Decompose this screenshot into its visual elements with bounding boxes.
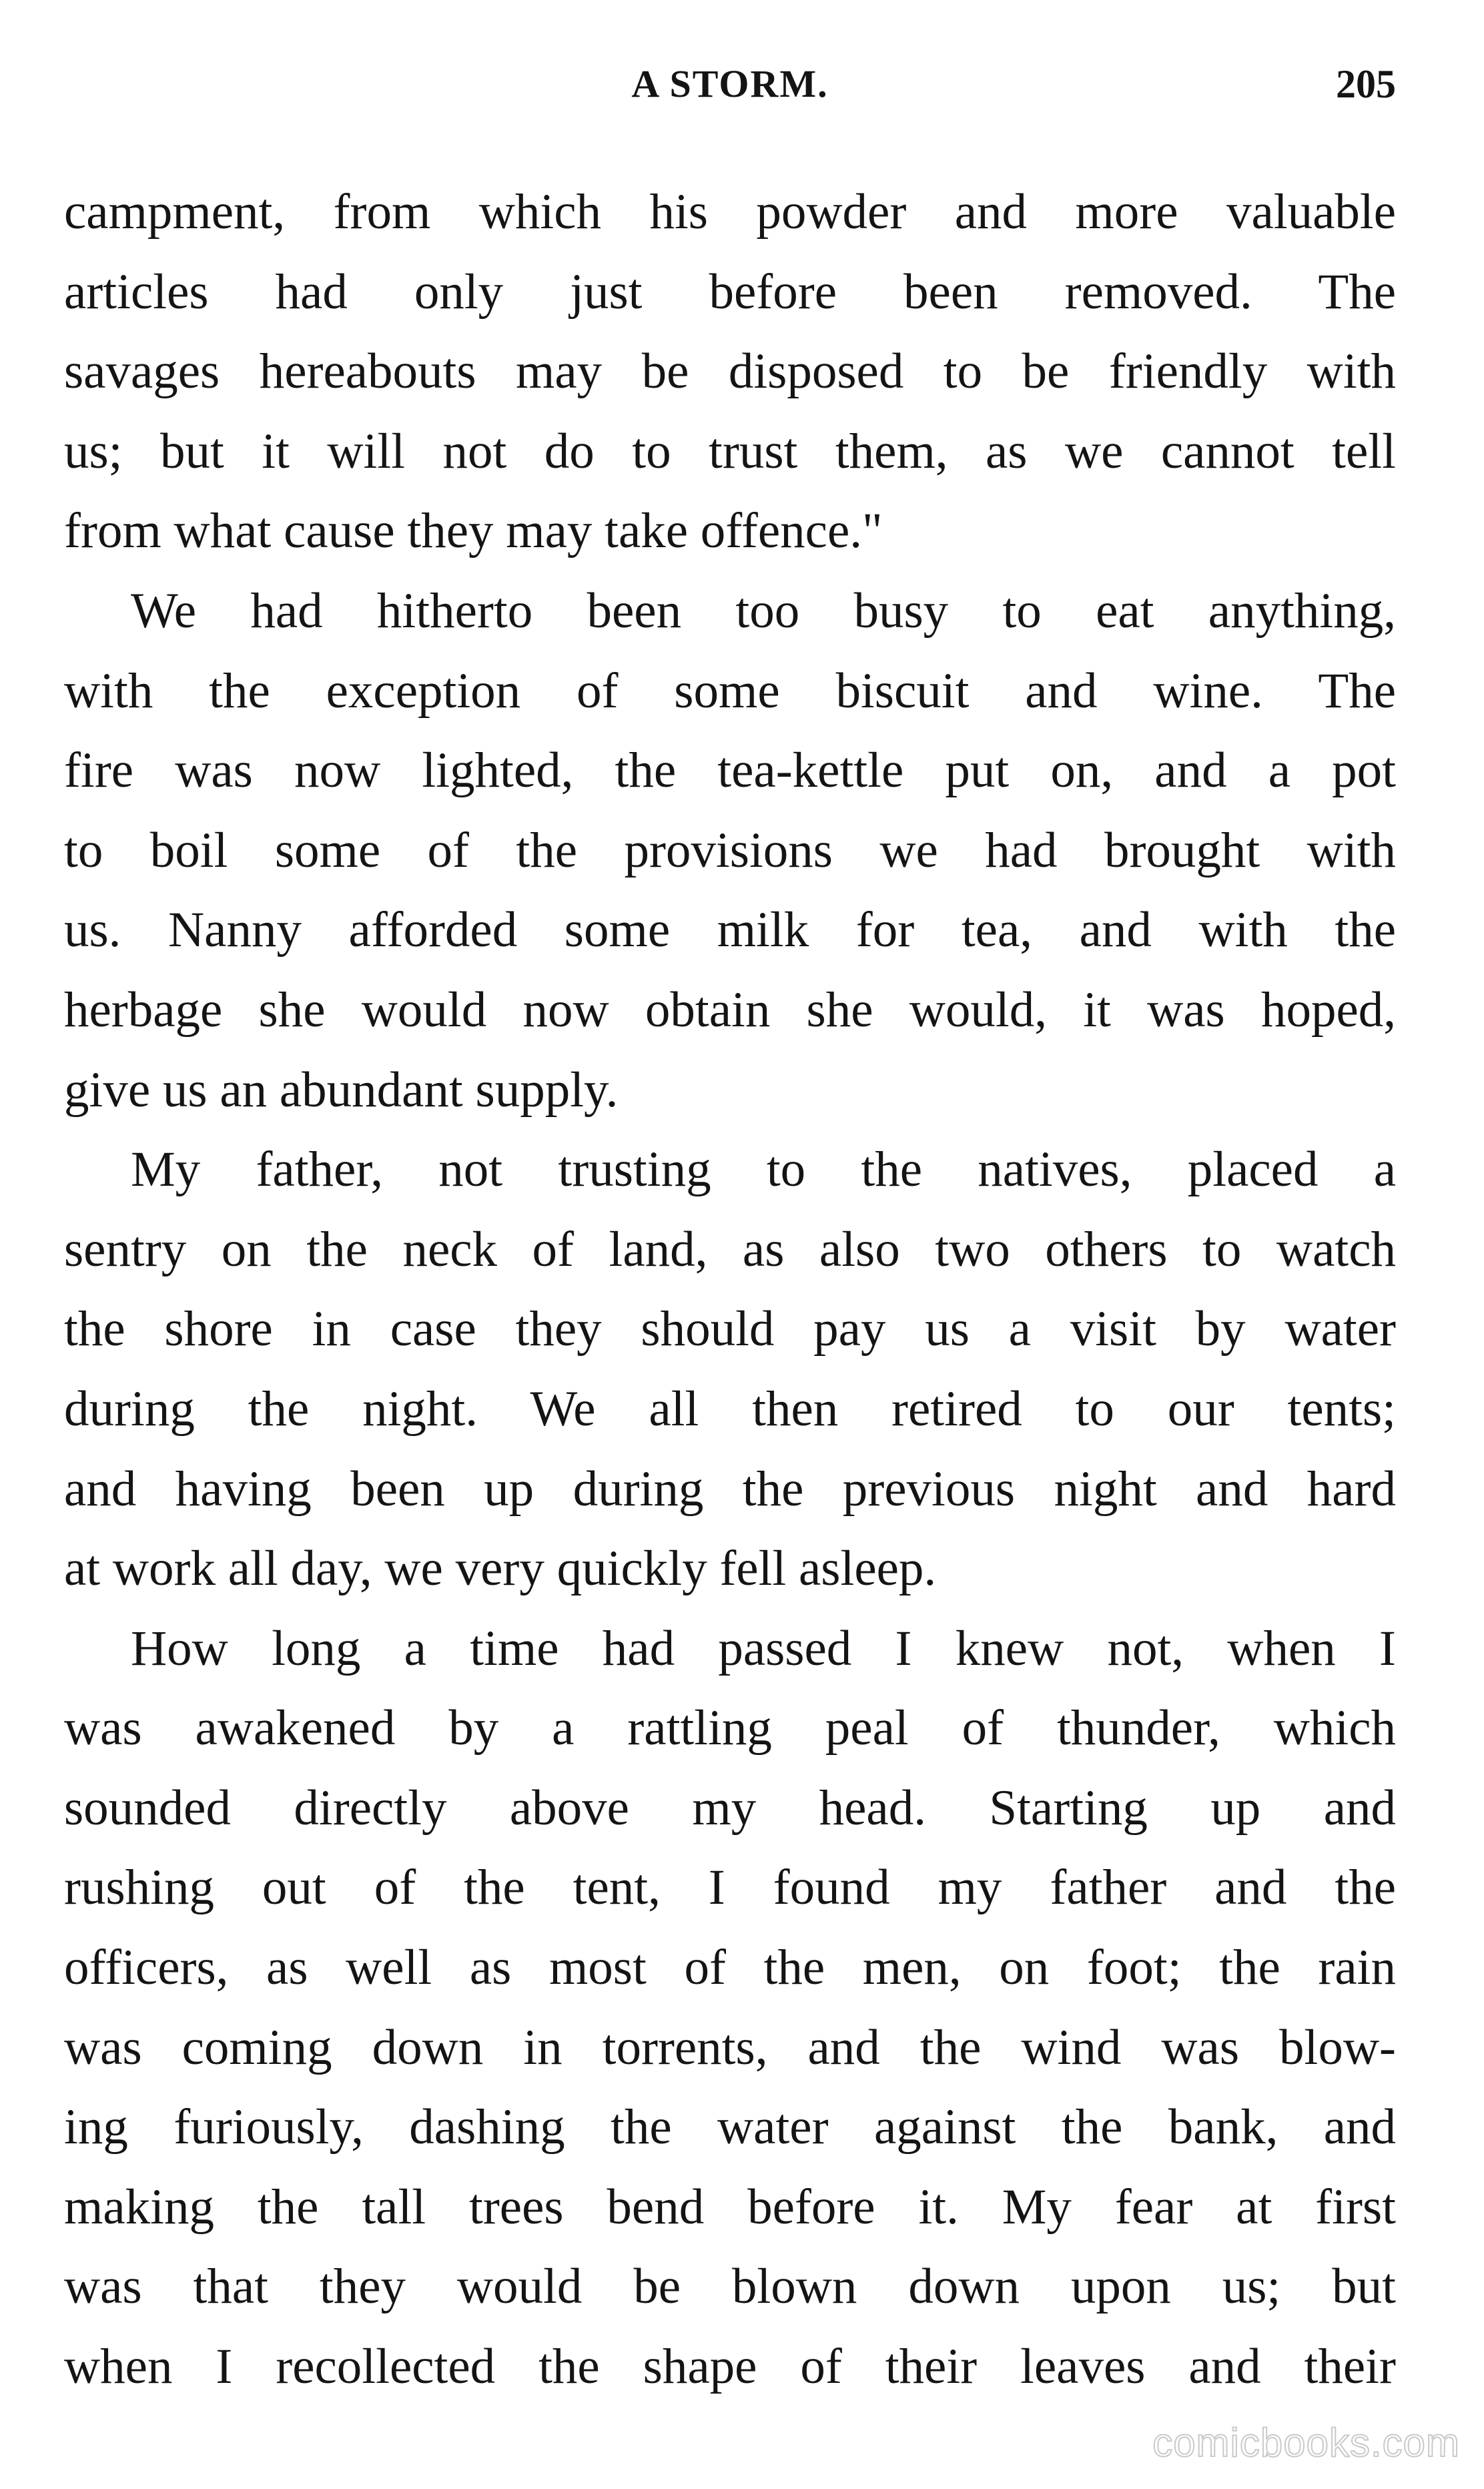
text-line: the shore in case they should pay us a visit by water xyxy=(64,1301,1396,1357)
page-number: 205 xyxy=(1336,62,1396,106)
paragraph-3 xyxy=(64,1130,1396,1609)
body-text xyxy=(64,172,1396,2407)
text-line: give us an abundant supply. xyxy=(64,1062,619,1118)
watermark: comicbooks.com xyxy=(1152,2420,1460,2465)
text-line: at work all day, we very quickly fell asleep. xyxy=(64,1541,937,1597)
text-line: fire was now lighted, the tea-kettle put on, and a pot xyxy=(64,743,1396,799)
text-line: officers, as well as most of the men, on foot; the rain xyxy=(64,1940,1396,1996)
text-line: with the exception of some biscuit and wine. The xyxy=(64,663,1396,719)
text-line: was that they would be blown down upon us; but xyxy=(64,2259,1396,2315)
text-line: rushing out of the tent, I found my father and the xyxy=(64,1860,1396,1916)
text-line: We had hitherto been too busy to eat anything, xyxy=(131,583,1396,639)
text-line: to boil some of the provisions we had brought with xyxy=(64,822,1396,878)
text-line: My father, not trusting to the natives, placed a xyxy=(131,1142,1396,1198)
text-line: us; but it will not do to trust them, as we cannot tell xyxy=(64,423,1396,479)
running-title: A STORM. xyxy=(631,62,829,105)
text-line: sounded directly above my head. Starting up and xyxy=(64,1780,1396,1836)
paragraph-4 xyxy=(64,1609,1396,2407)
text-line: and having been up during the previous night and hard xyxy=(64,1461,1396,1517)
text-line: from what cause they may take offence." xyxy=(64,503,883,559)
page-header xyxy=(64,61,1396,121)
text-line: when I recollected the shape of their leaves and their xyxy=(64,2339,1396,2395)
text-line: ing furiously, dashing the water against the bank, and xyxy=(64,2099,1396,2155)
text-line: savages hereabouts may be disposed to be friendly with xyxy=(64,344,1396,400)
text-line: us. Nanny afforded some milk for tea, and with the xyxy=(64,902,1396,958)
paragraph-1 xyxy=(64,172,1396,571)
text-line: was awakened by a rattling peal of thunder, which xyxy=(64,1700,1396,1756)
text-line: during the night. We all then retired to our tents; xyxy=(64,1381,1396,1437)
text-line: How long a time had passed I knew not, when I xyxy=(131,1620,1396,1676)
text-line: campment, from which his powder and more valuable xyxy=(64,184,1396,240)
text-line: sentry on the neck of land, as also two others to watch xyxy=(64,1221,1396,1277)
text-line: was coming down in torrents, and the wind was blow- xyxy=(64,2019,1396,2075)
paragraph-2 xyxy=(64,571,1396,1130)
text-line: herbage she would now obtain she would, it was hoped, xyxy=(64,982,1396,1038)
text-line: making the tall trees bend before it. My fear at first xyxy=(64,2179,1396,2235)
text-line: articles had only just before been removed. The xyxy=(64,264,1396,320)
